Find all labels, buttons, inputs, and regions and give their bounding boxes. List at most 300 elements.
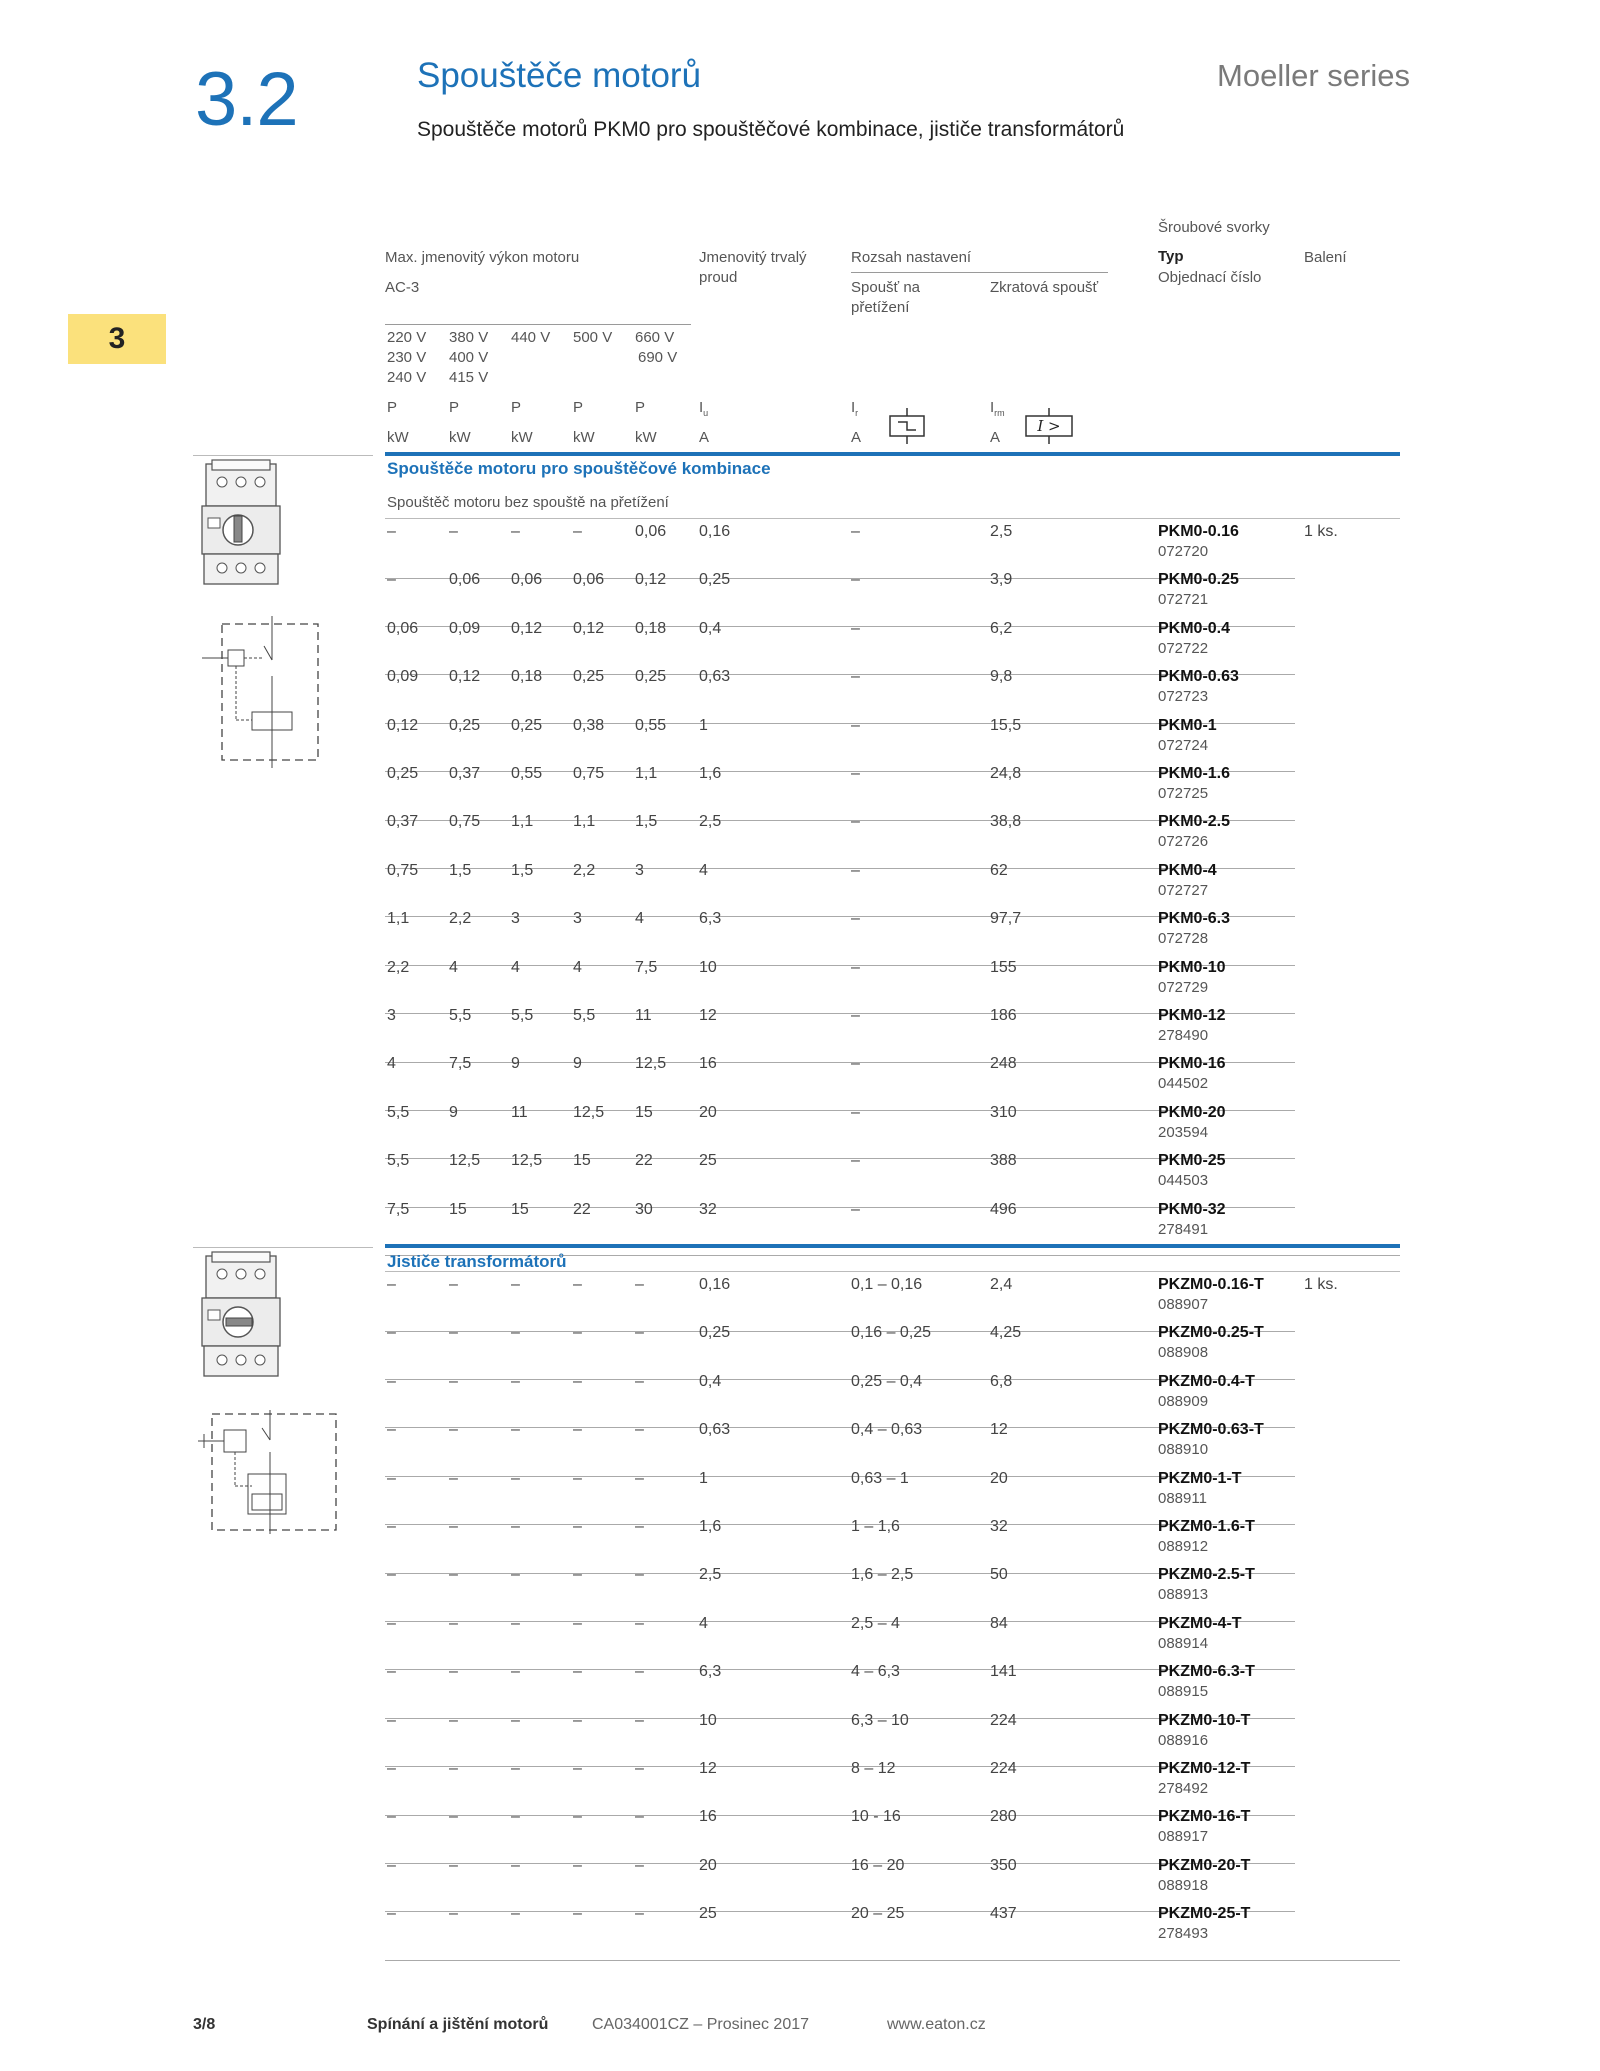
cell-p5: – <box>635 1856 644 1874</box>
cell-p4: – <box>573 1905 582 1923</box>
cell-irm: 50 <box>990 1566 1008 1584</box>
product-type[interactable]: PKM0-32 <box>1158 1200 1226 1218</box>
cell-p2: – <box>449 1518 458 1535</box>
section-number: 3.2 <box>195 57 298 142</box>
cell-p3: – <box>511 1760 520 1777</box>
cell-irm: 3,9 <box>990 571 1013 589</box>
cell-p3: – <box>511 1808 520 1826</box>
cell-ir: 0,25 – 0,4 <box>851 1372 923 1390</box>
cell-p5: 30 <box>635 1200 653 1218</box>
cell-p5: 3 <box>635 861 644 879</box>
order-number: 278493 <box>1158 1925 1209 1943</box>
cell-p3: – <box>511 1614 520 1632</box>
cell-p4: 9 <box>573 1055 582 1073</box>
cell-ir: – <box>851 1007 860 1024</box>
product-type[interactable]: PKM0-2.5 <box>1158 813 1231 831</box>
a-label-ir: A <box>851 429 862 446</box>
cell-irm: 6,2 <box>990 619 1013 637</box>
chapter-tab[interactable]: 3 <box>68 314 166 364</box>
cell-iu: 0,4 <box>699 619 722 637</box>
table-row <box>0 765 1600 814</box>
footer-url[interactable]: www.eaton.cz <box>887 2016 986 2033</box>
cell-p1: 5,5 <box>387 1103 410 1121</box>
cell-p2: 0,06 <box>449 571 481 589</box>
order-number: 088910 <box>1158 1441 1209 1459</box>
product-type[interactable]: PKM0-12 <box>1158 1007 1226 1024</box>
cell-p5: – <box>635 1469 644 1487</box>
cell-p3: 0,18 <box>511 668 543 686</box>
cell-p1: 0,06 <box>387 619 419 637</box>
cell-p5: 0,12 <box>635 571 667 589</box>
cell-p1: – <box>387 1614 396 1632</box>
cell-iu: 6,3 <box>699 1663 722 1681</box>
order-number: 088909 <box>1158 1392 1209 1410</box>
cell-ir: – <box>851 1103 860 1121</box>
cell-iu: 1,6 <box>699 765 722 782</box>
table-row <box>0 910 1600 959</box>
cell-p2: 0,37 <box>449 765 481 782</box>
cell-p5: – <box>635 1372 644 1390</box>
cell-p4: – <box>573 1518 582 1535</box>
cell-p3: 1,5 <box>511 861 534 879</box>
cell-p2: – <box>449 1421 458 1439</box>
cell-iu: 12 <box>699 1007 717 1024</box>
product-type[interactable]: PKM0-20 <box>1158 1103 1226 1121</box>
motor-starter-product-image <box>198 458 284 588</box>
cell-p4: – <box>573 523 582 540</box>
cell-p3: – <box>511 1566 520 1584</box>
order-number: 044503 <box>1158 1172 1209 1190</box>
cell-irm: 224 <box>990 1711 1017 1729</box>
page-subtitle: Spouštěče motorů PKM0 pro spouštěčové kombinace, jističe transformátorů <box>417 118 1125 141</box>
cell-p5: – <box>635 1276 644 1293</box>
cell-p1: 5,5 <box>387 1152 410 1170</box>
cell-irm: 4,25 <box>990 1324 1022 1342</box>
cell-p2: 12,5 <box>449 1152 481 1170</box>
transformer-breaker-product-image <box>198 1250 284 1380</box>
cell-p1: 1,1 <box>387 910 410 928</box>
cell-iu: 4 <box>699 861 708 879</box>
a-label-iu: A <box>699 429 710 446</box>
table-row <box>0 1808 1600 1857</box>
cell-irm: 280 <box>990 1808 1017 1826</box>
table-row <box>0 862 1600 911</box>
cell-irm: 2,5 <box>990 523 1013 540</box>
voltage-col-1-b: 230 V <box>387 349 427 366</box>
short-circuit-release-icon <box>1022 408 1076 444</box>
section1-note-rule <box>385 518 1400 519</box>
product-type[interactable]: PKZM0-25-T <box>1158 1905 1251 1923</box>
table-row <box>0 1055 1600 1104</box>
cell-iu: 20 <box>699 1103 717 1121</box>
product-type[interactable]: PKM0-0.25 <box>1158 571 1239 589</box>
cell-ir: 1,6 – 2,5 <box>851 1566 914 1584</box>
cell-irm: 20 <box>990 1469 1008 1487</box>
cell-p2: 4 <box>449 958 458 976</box>
cell-p4: – <box>573 1566 582 1584</box>
table-row <box>0 1566 1600 1615</box>
product-type[interactable]: PKM0-25 <box>1158 1152 1226 1170</box>
cell-p5: 22 <box>635 1152 653 1170</box>
section1-packaging: 1 ks. <box>1304 523 1338 540</box>
cell-ir: 8 – 12 <box>851 1760 896 1777</box>
cell-iu: 16 <box>699 1055 717 1073</box>
a-label-irm: A <box>990 429 1001 446</box>
order-number: 088913 <box>1158 1586 1209 1604</box>
table-row <box>0 1905 1600 1954</box>
cell-p3: 0,55 <box>511 765 543 782</box>
product-type[interactable]: PKZM0-20-T <box>1158 1856 1251 1874</box>
setting-range-divider <box>851 272 1108 273</box>
cell-irm: 62 <box>990 861 1008 879</box>
cell-irm: 248 <box>990 1055 1017 1073</box>
overload-release-icon <box>880 408 934 444</box>
cell-p3: – <box>511 1324 520 1342</box>
cell-p1: 3 <box>387 1007 396 1024</box>
table-row <box>0 1152 1600 1201</box>
section2-blue-rule <box>385 1244 1400 1248</box>
cell-p5: 12,5 <box>635 1055 667 1073</box>
voltage-col-3: 440 V <box>511 329 551 346</box>
overload-label-1: Spoušť na <box>851 279 921 296</box>
cell-iu: 0,16 <box>699 1276 731 1293</box>
cell-p5: 7,5 <box>635 958 658 976</box>
cell-p4: 1,1 <box>573 813 596 831</box>
table-row <box>0 1104 1600 1153</box>
irm-symbol: I <box>990 399 995 416</box>
cell-p4: 5,5 <box>573 1007 596 1024</box>
cell-p1: 0,37 <box>387 813 419 831</box>
kw-label-5: kW <box>635 429 657 446</box>
order-number: 088917 <box>1158 1828 1209 1846</box>
cell-p2: – <box>449 1760 458 1777</box>
cell-ir: 0,4 – 0,63 <box>851 1421 923 1439</box>
order-number: 072727 <box>1158 881 1209 899</box>
cell-p5: – <box>635 1614 644 1632</box>
product-type[interactable]: PKM0-6.3 <box>1158 910 1231 928</box>
order-number: 072726 <box>1158 833 1209 851</box>
order-number: 072721 <box>1158 591 1209 609</box>
cell-ir: 0,63 – 1 <box>851 1469 909 1487</box>
cell-p3: – <box>511 1905 520 1923</box>
voltage-col-4: 500 V <box>573 329 613 346</box>
cell-p3: 9 <box>511 1055 520 1073</box>
iu-symbol: I <box>699 399 704 416</box>
cell-iu: 0,16 <box>699 523 731 540</box>
order-number: 044502 <box>1158 1075 1209 1093</box>
cell-p3: – <box>511 523 520 540</box>
p-label-4: P <box>573 399 584 416</box>
cell-p4: – <box>573 1856 582 1874</box>
cell-ir: 20 – 25 <box>851 1905 905 1923</box>
cell-ir: 2,5 – 4 <box>851 1614 900 1632</box>
cell-ir: – <box>851 1055 860 1073</box>
footer-doc-title: Spínání a jištění motorů <box>367 2016 549 2033</box>
cell-p3: 11 <box>511 1103 528 1121</box>
row-divider <box>385 1960 1400 1961</box>
cell-p4: – <box>573 1421 582 1439</box>
power-group-label: Max. jmenovitý výkon motoru <box>385 249 580 266</box>
cell-irm: 38,8 <box>990 813 1022 831</box>
cell-irm: 84 <box>990 1614 1008 1632</box>
cell-p4: – <box>573 1372 582 1390</box>
motor-starter-circuit-diagram <box>198 616 328 768</box>
cell-p1: – <box>387 1276 396 1293</box>
product-type[interactable]: PKM0-1.6 <box>1158 765 1231 782</box>
section1-note: Spouštěč motoru bez spouště na přetížení <box>387 494 669 511</box>
product-type[interactable]: PKZM0-4-T <box>1158 1614 1242 1632</box>
cell-iu: 1 <box>699 1469 708 1487</box>
product-type[interactable]: PKZM0-2.5-T <box>1158 1566 1255 1584</box>
table-row <box>0 1857 1600 1906</box>
cell-p1: – <box>387 1566 396 1584</box>
order-number: 072728 <box>1158 930 1209 948</box>
cell-p5: 0,55 <box>635 716 667 734</box>
cell-p2: – <box>449 523 458 540</box>
cell-p3: 0,06 <box>511 571 543 589</box>
voltage-col-2-b: 400 V <box>449 349 489 366</box>
product-type[interactable]: PKZM0-0.4-T <box>1158 1372 1255 1390</box>
section1-blue-rule <box>385 452 1400 456</box>
cell-irm: 224 <box>990 1760 1017 1777</box>
cell-irm: 97,7 <box>990 910 1022 928</box>
table-row <box>0 1663 1600 1712</box>
order-number: 072725 <box>1158 785 1209 802</box>
kw-label-3: kW <box>511 429 533 446</box>
cell-p4: – <box>573 1760 582 1777</box>
product-type[interactable]: PKZM0-1-T <box>1158 1469 1242 1487</box>
cell-p2: – <box>449 1372 458 1390</box>
order-number: 203594 <box>1158 1123 1209 1141</box>
cell-p2: – <box>449 1324 458 1342</box>
order-number: 088907 <box>1158 1296 1209 1313</box>
table-row <box>0 1712 1600 1761</box>
order-number: 088911 <box>1158 1489 1207 1507</box>
cell-p4: 0,75 <box>573 765 605 782</box>
cell-p4: – <box>573 1469 582 1487</box>
cell-p5: 1,1 <box>635 765 658 782</box>
page-title: Spouštěče motorů <box>417 56 702 95</box>
cell-p4: – <box>573 1614 582 1632</box>
cell-p5: 0,25 <box>635 668 667 686</box>
cell-p3: 1,1 <box>511 813 534 831</box>
cell-p4: 2,2 <box>573 861 596 879</box>
voltage-col-5-b: 690 V <box>638 349 678 366</box>
packaging-label: Balení <box>1304 249 1347 266</box>
cell-p4: – <box>573 1711 582 1729</box>
cell-p3: – <box>511 1518 520 1535</box>
ir-label <box>851 398 858 423</box>
order-number: 088914 <box>1158 1634 1209 1652</box>
order-number: 278490 <box>1158 1027 1209 1044</box>
cell-iu: 0,25 <box>699 1324 731 1342</box>
table-row <box>0 1615 1600 1664</box>
cell-p5: – <box>635 1421 644 1439</box>
product-type[interactable]: PKZM0-0.63-T <box>1158 1421 1264 1439</box>
voltage-col-1-a: 220 V <box>387 329 427 346</box>
cell-p4: – <box>573 1324 582 1342</box>
cell-iu: 6,3 <box>699 910 722 928</box>
irm-subscript: rm <box>994 408 1005 418</box>
cell-p2: – <box>449 1808 458 1826</box>
p-label-2: P <box>449 399 460 416</box>
cell-iu: 25 <box>699 1152 717 1170</box>
cell-p5: – <box>635 1808 644 1826</box>
ir-symbol: I <box>851 399 856 416</box>
cell-p2: – <box>449 1856 458 1874</box>
cell-p5: – <box>635 1324 644 1342</box>
type-label: Typ <box>1158 248 1184 265</box>
transformer-breaker-circuit-diagram <box>198 1410 348 1534</box>
cell-iu: 0,63 <box>699 1421 731 1439</box>
cell-p2: 0,75 <box>449 813 481 831</box>
kw-label-1: kW <box>387 429 409 446</box>
cell-p5: – <box>635 1663 644 1681</box>
product-type[interactable]: PKZM0-16-T <box>1158 1808 1251 1826</box>
cell-p1: – <box>387 1518 396 1535</box>
order-number: 072722 <box>1158 639 1209 657</box>
cell-p4: 15 <box>573 1152 591 1170</box>
cell-p4: 4 <box>573 958 582 976</box>
product-type[interactable]: PKZM0-0.25-T <box>1158 1324 1264 1342</box>
cell-ir: 1 – 1,6 <box>851 1518 900 1535</box>
cell-p5: 11 <box>635 1007 652 1024</box>
cell-p3: – <box>511 1421 520 1439</box>
p-label-3: P <box>511 399 522 416</box>
cell-irm: 24,8 <box>990 765 1022 782</box>
product-type[interactable]: PKZM0-12-T <box>1158 1760 1251 1777</box>
table-row <box>0 1201 1600 1250</box>
cell-p3: – <box>511 1372 520 1390</box>
product-type[interactable]: PKM0-16 <box>1158 1055 1226 1073</box>
cell-p5: – <box>635 1518 644 1535</box>
cell-iu: 1 <box>699 716 708 734</box>
cell-ir: – <box>851 765 860 782</box>
cell-p3: – <box>511 1663 520 1681</box>
order-number: 088918 <box>1158 1876 1209 1894</box>
voltage-col-1-c: 240 V <box>387 369 427 386</box>
voltage-col-2-a: 380 V <box>449 329 489 346</box>
product-type[interactable]: PKZM0-0.16-T <box>1158 1276 1264 1293</box>
cell-p5: 15 <box>635 1103 653 1121</box>
cell-iu: 20 <box>699 1856 717 1874</box>
cell-ir: – <box>851 958 860 976</box>
cell-ir: – <box>851 716 860 734</box>
cell-p1: – <box>387 571 396 589</box>
cell-p4: 12,5 <box>573 1103 605 1121</box>
cell-p4: 0,38 <box>573 716 605 734</box>
order-number: 088916 <box>1158 1731 1209 1749</box>
setting-range-label: Rozsah nastavení <box>851 249 972 266</box>
cell-p2: 1,5 <box>449 861 472 879</box>
product-type[interactable]: PKM0-0.63 <box>1158 668 1239 686</box>
product-type[interactable]: PKZM0-6.3-T <box>1158 1663 1255 1681</box>
kw-label-4: kW <box>573 429 595 446</box>
cell-p1: – <box>387 1663 396 1681</box>
cell-ir: 0,1 – 0,16 <box>851 1276 923 1293</box>
short-circuit-symbol-text: I > <box>1037 417 1061 435</box>
cell-p4: 3 <box>573 910 582 928</box>
product-type[interactable]: PKM0-0.4 <box>1158 619 1231 637</box>
ir-subscript: r <box>855 408 859 418</box>
cell-iu: 4 <box>699 1614 708 1632</box>
product-type[interactable]: PKZM0-10-T <box>1158 1711 1251 1729</box>
cell-iu: 10 <box>699 1711 717 1729</box>
cell-irm: 12 <box>990 1421 1008 1439</box>
order-number: 072729 <box>1158 978 1209 996</box>
section2-title: Jističe transformátorů <box>387 1252 567 1271</box>
cell-p2: – <box>449 1711 458 1729</box>
cell-iu: 0,4 <box>699 1372 722 1390</box>
cell-p4: – <box>573 1276 582 1293</box>
cell-ir: – <box>851 861 860 879</box>
product-type[interactable]: PKM0-0.16 <box>1158 523 1239 540</box>
cell-p3: – <box>511 1856 520 1874</box>
cell-p1: 0,09 <box>387 668 419 686</box>
cell-irm: 350 <box>990 1856 1017 1874</box>
product-type[interactable]: PKM0-4 <box>1158 861 1217 879</box>
cell-ir: 4 – 6,3 <box>851 1663 900 1681</box>
kw-label-2: kW <box>449 429 471 446</box>
table-row <box>0 1007 1600 1056</box>
cell-p5: – <box>635 1566 644 1584</box>
product-type[interactable]: PKM0-1 <box>1158 716 1217 734</box>
cell-p1: 0,25 <box>387 765 419 782</box>
cell-p5: 0,18 <box>635 619 667 637</box>
cell-p3: 5,5 <box>511 1007 534 1024</box>
cell-ir: 0,16 – 0,25 <box>851 1324 932 1342</box>
cell-iu: 10 <box>699 958 717 976</box>
section2-left-rule <box>193 1247 373 1248</box>
cell-p2: – <box>449 1905 458 1923</box>
cell-p3: 0,12 <box>511 619 543 637</box>
order-number: 278491 <box>1158 1220 1209 1238</box>
cell-ir: – <box>851 1200 860 1218</box>
cell-p1: – <box>387 1469 396 1487</box>
cell-p1: 7,5 <box>387 1200 410 1218</box>
overload-label-2: přetížení <box>851 299 910 316</box>
product-type[interactable]: PKZM0-1.6-T <box>1158 1518 1255 1535</box>
p-label-5: P <box>635 399 646 416</box>
cell-ir: – <box>851 571 860 589</box>
voltage-divider <box>385 324 691 325</box>
section2-packaging: 1 ks. <box>1304 1276 1338 1293</box>
cell-ir: – <box>851 619 860 637</box>
cell-p2: 5,5 <box>449 1007 472 1024</box>
product-type[interactable]: PKM0-10 <box>1158 958 1226 976</box>
cell-p4: 0,12 <box>573 619 605 637</box>
cell-p1: – <box>387 1421 396 1439</box>
screw-terminals-label: Šroubové svorky <box>1158 219 1270 236</box>
table-row <box>0 1760 1600 1809</box>
cell-p4: 0,06 <box>573 571 605 589</box>
cell-ir: 16 – 20 <box>851 1856 905 1874</box>
cell-p4: – <box>573 1808 582 1826</box>
cell-irm: 2,4 <box>990 1276 1013 1293</box>
ac3-label: AC-3 <box>385 279 420 296</box>
cell-iu: 2,5 <box>699 813 722 831</box>
cell-irm: 32 <box>990 1518 1008 1535</box>
cell-p5: – <box>635 1905 644 1923</box>
cell-p1: – <box>387 1372 396 1390</box>
voltage-col-2-c: 415 V <box>449 369 489 386</box>
cell-p1: 0,12 <box>387 716 419 734</box>
order-number: 072724 <box>1158 736 1209 754</box>
cell-p1: – <box>387 1856 396 1874</box>
cell-iu: 12 <box>699 1760 717 1777</box>
cell-ir: – <box>851 1152 860 1170</box>
cell-p4: 22 <box>573 1200 591 1218</box>
